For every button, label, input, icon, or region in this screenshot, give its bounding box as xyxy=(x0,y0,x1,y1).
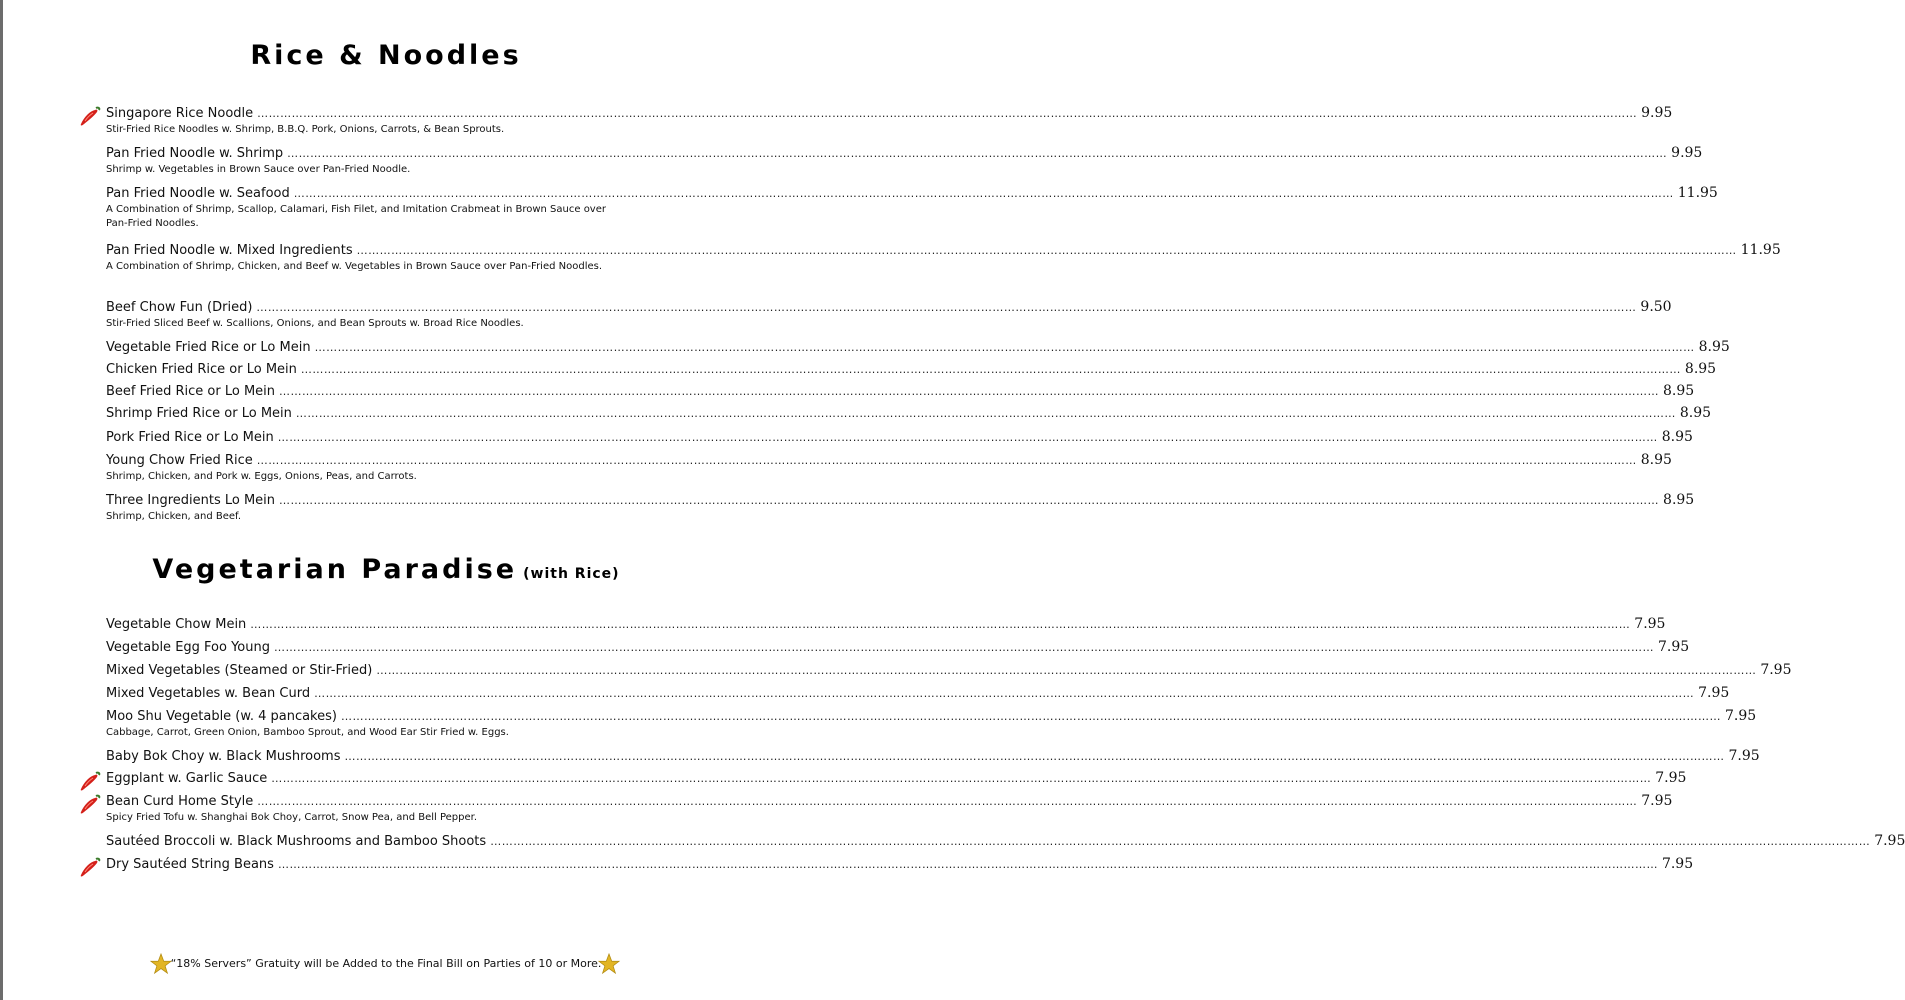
menu-item xyxy=(106,685,1730,705)
menu-item xyxy=(106,185,1718,231)
menu-item-line xyxy=(106,105,1673,125)
menu-item-name: Eggplant w. Garlic Sauce xyxy=(106,771,268,786)
menu-item-name: Young Chow Fried Rice xyxy=(106,453,253,468)
menu-item-line xyxy=(106,770,1687,790)
star-icon xyxy=(598,953,620,975)
dot-leader: ……………………………………………………………………………………………………………………………………………………………………………………………………………………………………………………………………………………………………………………………… xyxy=(287,147,1668,160)
menu-item xyxy=(106,429,1693,449)
menu-item-name: Singapore Rice Noodle xyxy=(106,106,254,121)
menu-item-price: 9.50 xyxy=(1640,299,1672,315)
menu-item-line xyxy=(106,452,1672,472)
dot-leader: ……………………………………………………………………………………………………………………………………………………………………………………………………………………………………………………………………………………………………………………………… xyxy=(257,107,1638,120)
menu-item xyxy=(106,616,1666,636)
menu-item-price: 8.95 xyxy=(1640,452,1672,468)
dot-leader: ……………………………………………………………………………………………………………………………………………………………………………………………………………………………………………………………………………………………………………………………… xyxy=(257,795,1638,808)
menu-item-description: Shrimp, Chicken, and Beef. xyxy=(106,511,242,522)
menu-item-line xyxy=(106,429,1693,449)
menu-item xyxy=(106,770,1687,790)
menu-item-price: 9.95 xyxy=(1641,105,1673,121)
menu-item xyxy=(106,748,1760,768)
menu-item-line xyxy=(106,708,1757,728)
menu-item-name: Sautéed Broccoli w. Black Mushrooms and Bamboo Shoots xyxy=(106,834,487,849)
menu-item-line xyxy=(106,492,1695,512)
menu-item-price: 8.95 xyxy=(1698,339,1730,355)
menu-item-description: Spicy Fried Tofu w. Shanghai Bok Choy, Carrot, Snow Pea, and Bell Pepper. xyxy=(106,812,478,823)
section-title-rice-noodles xyxy=(0,40,772,71)
menu-item xyxy=(106,405,1712,425)
dot-leader: ……………………………………………………………………………………………………………………………………………………………………………………………………………………………………………………………………………………………………………………………… xyxy=(256,454,1637,467)
dot-leader: ……………………………………………………………………………………………………………………………………………………………………………………………………………………………………………………………………………………………………………………………… xyxy=(271,772,1652,785)
menu-item-line xyxy=(106,242,1781,262)
menu-item-price: 7.95 xyxy=(1874,833,1905,849)
menu-item-name: Vegetable Chow Mein xyxy=(106,617,247,632)
menu-item xyxy=(106,833,1905,853)
star-icon xyxy=(150,953,172,975)
menu-item-description: Shrimp w. Vegetables in Brown Sauce over Pan-Fried Noodle. xyxy=(106,164,411,175)
dot-leader: ……………………………………………………………………………………………………………………………………………………………………………………………………………………………………………………………………………………………………………………………… xyxy=(293,187,1674,200)
menu-item-line xyxy=(106,748,1760,768)
menu-item-description: A Combination of Shrimp, Scallop, Calamari, Fish Filet, and Imitation Crabmeat in Brown Sauce over Pan-Fried Noodles. xyxy=(106,204,606,229)
menu-item-price: 7.95 xyxy=(1641,793,1673,809)
menu-item-price: 11.95 xyxy=(1677,185,1718,201)
menu-item-line xyxy=(106,639,1690,659)
menu-item-price: 7.95 xyxy=(1634,616,1666,632)
menu-item-line xyxy=(106,833,1905,853)
section-title-text: Rice & Noodles xyxy=(250,40,522,71)
menu-item xyxy=(106,242,1781,274)
menu-item xyxy=(106,452,1672,484)
dot-leader: ……………………………………………………………………………………………………………………………………………………………………………………………………………………………………………………………………………………………………………………………… xyxy=(356,244,1737,257)
dot-leader: ……………………………………………………………………………………………………………………………………………………………………………………………………………………………………………………………………………………………………………………………… xyxy=(314,687,1695,700)
menu-item-price: 8.95 xyxy=(1679,405,1712,421)
page-left-border xyxy=(0,0,3,1000)
menu-item-name: Mixed Vegetables w. Bean Curd xyxy=(106,686,311,701)
menu-item-description: A Combination of Shrimp, Chicken, and Beef w. Vegetables in Brown Sauce over Pan-Fried Noodles. xyxy=(106,261,603,272)
menu-item-price: 8.95 xyxy=(1663,383,1695,399)
menu-item-line xyxy=(106,185,1718,205)
chili-pepper-icon xyxy=(78,856,102,878)
menu-item xyxy=(106,339,1730,359)
dot-leader: ……………………………………………………………………………………………………………………………………………………………………………………………………………………………………………………………………………………………………………………………… xyxy=(277,858,1658,871)
menu-item-name: Vegetable Fried Rice or Lo Mein xyxy=(106,340,311,355)
menu-item xyxy=(106,856,1694,876)
menu-item-line xyxy=(106,145,1703,165)
menu-item xyxy=(106,793,1673,825)
menu-item xyxy=(106,662,1792,682)
dot-leader: ……………………………………………………………………………………………………………………………………………………………………………………………………………………………………………………………………………………………………………………………… xyxy=(300,363,1681,376)
dot-leader: ……………………………………………………………………………………………………………………………………………………………………………………………………………………………………………………………………………………………………………………………… xyxy=(344,750,1725,763)
dot-leader: ……………………………………………………………………………………………………………………………………………………………………………………………………………………………………………………………………………………………………………………………… xyxy=(250,618,1631,631)
dot-leader: ……………………………………………………………………………………………………………………………………………………………………………………………………………………………………………………………………………………………………………………………… xyxy=(279,385,1660,398)
chili-pepper-icon xyxy=(78,770,102,792)
menu-item xyxy=(106,145,1703,177)
menu-item xyxy=(106,492,1695,524)
menu-item-price: 8.95 xyxy=(1663,492,1695,508)
dot-leader: ……………………………………………………………………………………………………………………………………………………………………………………………………………………………………………………………………………………………………………………………… xyxy=(340,710,1721,723)
menu-item-name: Pan Fried Noodle w. Seafood xyxy=(106,186,290,201)
menu-item-line xyxy=(106,662,1792,682)
menu-item-price: 7.95 xyxy=(1760,662,1792,678)
section-title-vegetarian-paradise xyxy=(0,554,772,585)
menu-item-name: Bean Curd Home Style xyxy=(106,794,254,809)
chili-pepper-icon xyxy=(78,793,102,815)
section-title-text: Vegetarian Paradise xyxy=(152,554,518,585)
dot-leader: ……………………………………………………………………………………………………………………………………………………………………………………………………………………………………………………………………………………………………………………………… xyxy=(256,301,1637,314)
menu-item-name: Vegetable Egg Foo Young xyxy=(106,640,270,655)
menu-item-line xyxy=(106,616,1666,636)
dot-leader: ……………………………………………………………………………………………………………………………………………………………………………………………………………………………………………………………………………………………………………………………… xyxy=(279,494,1660,507)
menu-item-name: Mixed Vegetables (Steamed or Stir-Fried) xyxy=(106,663,373,678)
menu-item-line xyxy=(106,339,1730,359)
menu-item-description: Stir-Fried Rice Noodles w. Shrimp, B.B.Q. Pork, Onions, Carrots, & Bean Sprouts. xyxy=(106,124,505,135)
menu-item-name: Pan Fried Noodle w. Shrimp xyxy=(106,146,284,161)
menu-item-price: 7.95 xyxy=(1655,770,1687,786)
menu-item xyxy=(106,105,1673,137)
chili-pepper-icon xyxy=(78,105,102,127)
menu-item-name: Moo Shu Vegetable (w. 4 pancakes) xyxy=(106,709,337,724)
dot-leader: ……………………………………………………………………………………………………………………………………………………………………………………………………………………………………………………………………………………………………………………………… xyxy=(314,341,1695,354)
menu-item-line xyxy=(106,685,1730,705)
menu-item-name: Beef Chow Fun (Dried) xyxy=(106,300,253,315)
dot-leader: ……………………………………………………………………………………………………………………………………………………………………………………………………………………………………………………………………………………………………………………………… xyxy=(295,407,1676,420)
footer-note xyxy=(0,957,772,970)
dot-leader: ……………………………………………………………………………………………………………………………………………………………………………………………………………………………………………………………………………………………………………………………… xyxy=(277,431,1658,444)
menu-item-price: 7.95 xyxy=(1658,639,1690,655)
menu-item-line xyxy=(106,405,1712,425)
menu-item-price: 7.95 xyxy=(1698,685,1730,701)
menu-item-price: 8.95 xyxy=(1661,429,1693,445)
menu-item-price: 9.95 xyxy=(1671,145,1703,161)
menu-item xyxy=(106,383,1695,403)
menu-item-name: Beef Fried Rice or Lo Mein xyxy=(106,384,276,399)
menu-item-name: Baby Bok Choy w. Black Mushrooms xyxy=(106,749,341,764)
menu-item-name: Pan Fried Noodle w. Mixed Ingredients xyxy=(106,243,353,258)
menu-item-name: Shrimp Fried Rice or Lo Mein xyxy=(106,406,292,421)
menu-item xyxy=(106,361,1717,381)
menu-item-price: 11.95 xyxy=(1740,242,1781,258)
dot-leader: ……………………………………………………………………………………………………………………………………………………………………………………………………………………………………………………………………………………………………………………………… xyxy=(274,641,1654,654)
menu-item-price: 8.95 xyxy=(1684,361,1717,377)
menu-item-line xyxy=(106,299,1672,319)
menu-item-line xyxy=(106,856,1694,876)
menu-item-description: Stir-Fried Sliced Beef w. Scallions, Onions, and Bean Sprouts w. Broad Rice Noodles. xyxy=(106,318,524,329)
menu-item-price: 7.95 xyxy=(1728,748,1760,764)
dot-leader: ……………………………………………………………………………………………………………………………………………………………………………………………………………………………………………………………………………………………………………………………… xyxy=(376,664,1757,677)
menu-item-name: Dry Sautéed String Beans xyxy=(106,857,274,872)
menu-item-line xyxy=(106,383,1695,403)
menu-item-description: Cabbage, Carrot, Green Onion, Bamboo Sprout, and Wood Ear Stir Fried w. Eggs. xyxy=(106,727,509,738)
menu-item-description: Shrimp, Chicken, and Pork w. Eggs, Onions, Peas, and Carrots. xyxy=(106,471,417,482)
gratuity-note: “18% Servers” Gratuity will be Added to the Final Bill on Parties of 10 or More. xyxy=(170,957,602,970)
menu-item xyxy=(106,299,1672,331)
menu-item xyxy=(106,708,1757,740)
menu-item-name: Chicken Fried Rice or Lo Mein xyxy=(106,362,297,377)
dot-leader: ……………………………………………………………………………………………………………………………………………………………………………………………………………………………………………………………………………………………………………………………… xyxy=(490,835,1871,848)
menu-item-name: Three Ingredients Lo Mein xyxy=(106,493,276,508)
menu-item-line xyxy=(106,793,1673,813)
menu-item-name: Pork Fried Rice or Lo Mein xyxy=(106,430,274,445)
section-title-suffix: (with Rice) xyxy=(523,566,620,582)
menu-item xyxy=(106,639,1690,659)
menu-item-line xyxy=(106,361,1717,381)
menu-item-price: 7.95 xyxy=(1724,708,1757,724)
menu-item-price: 7.95 xyxy=(1661,856,1694,872)
